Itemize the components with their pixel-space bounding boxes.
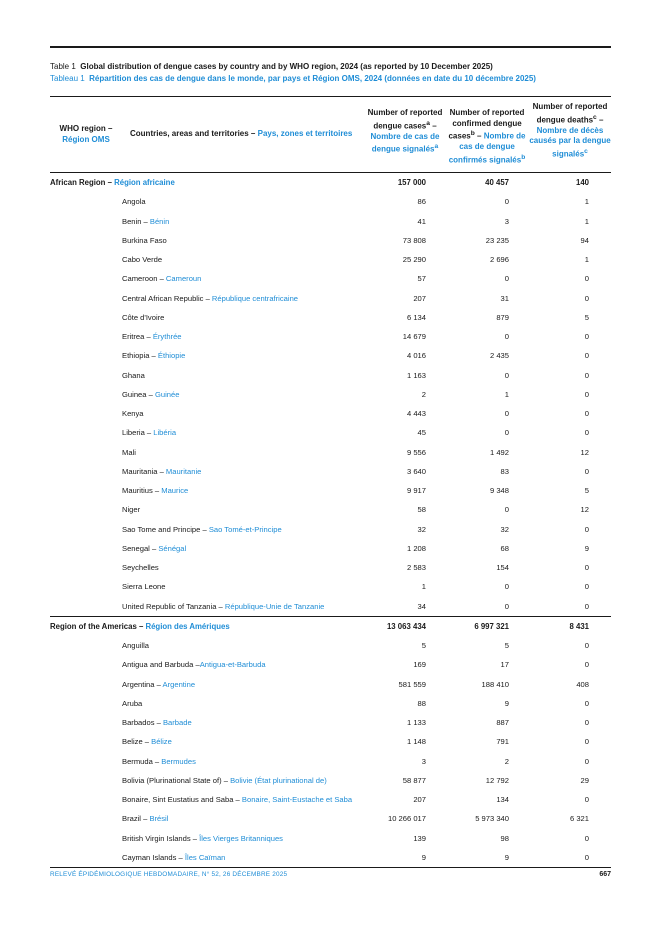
header-deaths-fr: Nombre de décès causés par la dengue signalés [529, 125, 611, 159]
table-row [50, 790, 611, 809]
confirmed-cases-cell: 2 435 [489, 351, 509, 361]
name-fr: Région africaine [114, 178, 175, 187]
country-name [122, 212, 169, 231]
confirmed-cases-cell: 2 [504, 756, 509, 766]
name-en: African Region – [50, 178, 115, 187]
country-name [122, 385, 179, 404]
name-fr: République-Unie de Tanzanie [224, 601, 325, 611]
region-name [50, 617, 230, 636]
reported-cases-cell: 41 [417, 216, 426, 226]
table-row [50, 192, 611, 211]
name-en: Cayman Islands – [122, 852, 185, 862]
header-countries [130, 129, 352, 140]
name-fr: Mauritanie [165, 466, 202, 476]
name-fr: Bermudes [161, 756, 196, 766]
deaths-cell: 1 [584, 216, 589, 226]
country-name [122, 346, 185, 365]
table-row [50, 404, 611, 423]
deaths-cell: 0 [584, 389, 589, 399]
reported-cases-cell: 9 [421, 852, 426, 862]
table-row [50, 713, 611, 732]
country-name [122, 655, 266, 674]
name-en: Antigua and Barbuda – [122, 660, 200, 670]
deaths-cell: 12 [580, 505, 589, 515]
name-fr: République centrafricaine [211, 293, 299, 303]
name-en: Region of the Americas – [50, 621, 146, 631]
name-en: British Virgin Islands – [122, 833, 200, 843]
name-fr: Région des Amériques [145, 621, 230, 631]
name-fr: Bélize [151, 737, 172, 747]
confirmed-cases-cell: 40 457 [485, 178, 509, 187]
name-fr: Barbade [162, 718, 192, 727]
name-en: Ghana [122, 370, 145, 380]
confirmed-cases-cell: 5 [504, 641, 509, 650]
table-row [50, 577, 611, 596]
table-row [50, 771, 611, 790]
name-en: Angola [122, 197, 146, 207]
reported-cases-cell: 10 266 017 [387, 814, 426, 824]
header-region-en: WHO region – [59, 124, 113, 133]
country-name [122, 443, 136, 462]
header-region-fr: Région OMS [62, 134, 110, 144]
table-row [50, 539, 611, 558]
confirmed-cases-cell: 0 [504, 274, 509, 284]
name-en: Belize – [122, 737, 152, 747]
table-row [50, 250, 611, 269]
reported-cases-cell: 169 [413, 660, 426, 670]
confirmed-cases-cell: 0 [504, 601, 509, 611]
confirmed-cases-cell: 154 [496, 563, 509, 572]
name-en: Bonaire, Sint Eustatius and Saba – [122, 795, 242, 804]
country-name [122, 462, 201, 481]
deaths-cell: 5 [584, 486, 589, 495]
reported-cases-cell: 157 000 [397, 178, 426, 187]
top-rule [50, 46, 611, 48]
deaths-cell: 1 [584, 255, 589, 264]
header-deaths-en-sup: c [593, 113, 597, 121]
name-en: Seychelles [122, 563, 159, 572]
name-en: Mali [122, 447, 136, 457]
country-name [122, 790, 352, 809]
reported-cases-cell: 207 [413, 293, 426, 303]
country-name [122, 308, 164, 327]
table-caption-fr [50, 73, 611, 84]
deaths-cell: 5 [584, 312, 589, 322]
name-fr: Sénégal [158, 543, 187, 553]
reported-cases-cell: 4 443 [406, 409, 426, 418]
table-row [50, 520, 611, 539]
confirmed-cases-cell: 0 [504, 428, 509, 438]
reported-cases-cell: 45 [417, 428, 426, 438]
country-name [122, 539, 186, 558]
name-en: Aruba [122, 698, 143, 708]
confirmed-cases-cell: 0 [504, 332, 509, 341]
table-row [50, 231, 611, 250]
header-conf-en: Number of reported confirmed dengue cases [448, 108, 525, 141]
name-en: United Republic of Tanzania – [122, 601, 225, 611]
reported-cases-cell: 58 877 [402, 775, 426, 785]
country-name [122, 732, 172, 751]
country-name [122, 558, 159, 577]
table-row [50, 558, 611, 577]
country-name [122, 366, 145, 385]
table-row [50, 366, 611, 385]
country-name [122, 577, 165, 596]
name-en: Sao Tome and Principe – [122, 524, 209, 534]
name-fr: Argentine [162, 679, 196, 689]
country-name [122, 636, 149, 655]
name-fr: Îles Vierges Britanniques [199, 833, 283, 843]
table-row [50, 385, 611, 404]
caption-fr-title: Répartition des cas de dengue dans le monde, par pays et Région OMS, 2024 (données en date du 10 décembre 2025) [89, 74, 536, 83]
name-fr: Bonaire, Saint-Eustache et Saba [241, 795, 353, 804]
country-name [122, 192, 146, 211]
name-en: Niger [122, 505, 141, 515]
table-row [50, 848, 611, 867]
reported-cases-cell: 1 208 [406, 543, 426, 553]
country-name [122, 675, 195, 694]
reported-cases-cell: 207 [413, 795, 426, 804]
table-caption-en [50, 61, 611, 72]
confirmed-cases-cell: 0 [504, 582, 509, 592]
confirmed-cases-cell: 9 348 [489, 486, 509, 495]
reported-cases-cell: 32 [417, 524, 426, 534]
region-row [50, 173, 611, 192]
deaths-cell: 0 [584, 274, 589, 284]
caption-en-prefix: Table 1 [50, 62, 76, 71]
name-en: Bolivia (Plurinational State of) – [122, 775, 231, 785]
name-fr: Bolivie (État plurinational de) [230, 775, 327, 785]
region-name [50, 173, 175, 192]
name-fr: Guinée [154, 389, 180, 399]
name-en: Brazil – [122, 814, 150, 824]
reported-cases-cell: 2 583 [406, 563, 426, 572]
reported-cases-cell: 14 679 [402, 332, 426, 341]
header-conf-fr: Nombre de cas de dengue confirmés signalés [448, 131, 526, 165]
header-conf-fr-sup: b [521, 153, 526, 161]
deaths-cell: 140 [575, 178, 589, 187]
name-en: Barbados – [122, 718, 163, 727]
reported-cases-cell: 13 063 434 [386, 621, 426, 631]
table-row [50, 481, 611, 500]
name-fr: Érythrée [152, 332, 182, 341]
reported-cases-cell: 25 290 [402, 255, 426, 264]
deaths-cell: 0 [584, 795, 589, 804]
country-name [122, 713, 192, 732]
name-fr: Antigua-et-Barbuda [199, 660, 266, 670]
confirmed-cases-cell: 879 [496, 312, 509, 322]
table-row [50, 655, 611, 674]
deaths-cell: 0 [584, 698, 589, 708]
table-row [50, 327, 611, 346]
name-en: Mauritania – [122, 466, 166, 476]
reported-cases-cell: 1 133 [406, 718, 426, 727]
table-row [50, 423, 611, 442]
deaths-cell: 0 [584, 466, 589, 476]
region-row [50, 616, 611, 636]
confirmed-cases-cell: 0 [504, 197, 509, 207]
reported-cases-cell: 1 163 [406, 370, 426, 380]
confirmed-cases-cell: 68 [500, 543, 509, 553]
table-row [50, 732, 611, 751]
table-row [50, 462, 611, 481]
header-cases-fr: Nombre de cas de dengue signalés [370, 131, 440, 154]
country-name [122, 520, 282, 539]
header-cases-en-sup: a [426, 119, 430, 127]
reported-cases-cell: 88 [417, 698, 426, 708]
confirmed-cases-cell: 0 [504, 370, 509, 380]
header-who-region [50, 124, 122, 145]
deaths-cell: 94 [580, 235, 589, 245]
header-reported-cases: Number of reported dengue cases$^a$ – Nombre de cas de dengue signalés$^a$ [367, 108, 443, 154]
country-name [122, 500, 140, 519]
deaths-cell: 0 [584, 524, 589, 534]
country-name [122, 250, 162, 269]
header-country-fr: Pays, zones et territoires [257, 129, 353, 138]
table-row [50, 636, 611, 655]
reported-cases-cell: 5 [421, 641, 426, 650]
header-cases-fr-sup: a [434, 143, 439, 151]
table-row [50, 675, 611, 694]
page-footer [50, 869, 611, 881]
caption-fr-prefix: Tableau 1 [50, 74, 85, 83]
country-name [122, 481, 188, 500]
confirmed-cases-cell: 12 792 [485, 775, 509, 785]
deaths-cell: 0 [584, 718, 589, 727]
table-header [50, 96, 611, 173]
country-name [122, 289, 298, 308]
country-name [122, 269, 201, 288]
header-confirmed-cases: Number of reported confirmed dengue cases$^b$ – Nombre de cas de dengue confirmés signalés$^b$ [448, 108, 526, 165]
table-row [50, 597, 611, 616]
confirmed-cases-cell: 98 [500, 833, 509, 843]
name-en: Bermuda – [122, 756, 162, 766]
country-name [122, 231, 167, 250]
name-en: Cabo Verde [122, 255, 163, 264]
deaths-cell: 0 [584, 351, 589, 361]
header-conf-en-sup: b [470, 130, 475, 137]
deaths-cell: 8 431 [569, 621, 589, 631]
reported-cases-cell: 139 [413, 833, 426, 843]
reported-cases-cell: 2 [421, 389, 426, 399]
confirmed-cases-cell: 9 [504, 852, 509, 862]
name-en: Kenya [122, 409, 144, 418]
name-en: Central African Republic – [122, 293, 212, 303]
deaths-cell: 0 [584, 582, 589, 592]
document-page [50, 46, 611, 881]
header-deaths-fr-sup: c [584, 147, 588, 155]
reported-cases-cell: 86 [417, 197, 426, 207]
name-en: Sierra Leone [122, 582, 166, 592]
table-row [50, 269, 611, 288]
confirmed-cases-cell: 0 [504, 505, 509, 515]
deaths-cell: 0 [584, 852, 589, 862]
table-row [50, 289, 611, 308]
deaths-cell: 0 [584, 293, 589, 303]
deaths-cell: 0 [584, 641, 589, 650]
confirmed-cases-cell: 0 [504, 409, 509, 418]
country-name [122, 597, 324, 616]
header-country-en: Countries, areas and territories – [130, 129, 256, 138]
header-cases-en: Number of reported dengue cases [367, 108, 443, 131]
confirmed-cases-cell: 5 973 340 [475, 814, 509, 824]
country-name [122, 694, 142, 713]
name-fr: Maurice [161, 486, 189, 495]
country-name [122, 809, 168, 828]
reported-cases-cell: 3 [421, 756, 426, 766]
confirmed-cases-cell: 17 [500, 660, 509, 670]
reported-cases-cell: 9 556 [406, 447, 426, 457]
country-name [122, 404, 144, 423]
reported-cases-cell: 6 134 [406, 312, 426, 322]
table-row [50, 443, 611, 462]
reported-cases-cell: 57 [417, 274, 426, 284]
name-en: Burkina Faso [122, 235, 167, 245]
deaths-cell: 9 [584, 543, 589, 553]
table-row [50, 308, 611, 327]
table-body [50, 173, 611, 867]
table-row [50, 829, 611, 848]
name-fr: Éthiopie [157, 351, 186, 361]
header-deaths-en: Number of reported dengue deaths [532, 102, 608, 125]
table-row [50, 809, 611, 828]
table-row [50, 500, 611, 519]
name-fr: Libéria [153, 428, 177, 438]
deaths-cell: 1 [584, 197, 589, 207]
confirmed-cases-cell: 9 [504, 698, 509, 708]
reported-cases-cell: 73 808 [402, 235, 426, 245]
reported-cases-cell: 34 [417, 601, 426, 611]
name-en: Anguilla [122, 641, 150, 650]
reported-cases-cell: 581 559 [398, 679, 426, 689]
header-reported-deaths: Number of reported dengue deaths$^c$ – Nombre de décès causés par la dengue signalés$^c$ [529, 102, 611, 159]
deaths-cell: 0 [584, 563, 589, 572]
name-fr: Cameroun [165, 274, 202, 284]
name-en: Ethiopia – [122, 351, 158, 361]
name-fr: Sao Tomé-et-Principe [208, 524, 282, 534]
name-en: Eritrea – [122, 332, 153, 341]
footer-journal: RELEVÉ ÉPIDÉMIOLOGIQUE HEBDOMADAIRE, N° 52, 26 DÉCEMBRE 2025 [50, 871, 288, 878]
footer-rule [50, 867, 611, 868]
deaths-cell: 408 [576, 679, 589, 689]
name-en: Côte d'Ivoire [122, 312, 165, 322]
confirmed-cases-cell: 134 [496, 795, 509, 804]
confirmed-cases-cell: 31 [500, 293, 509, 303]
confirmed-cases-cell: 1 [504, 389, 509, 399]
deaths-cell: 0 [584, 737, 589, 747]
deaths-cell: 0 [584, 833, 589, 843]
reported-cases-cell: 58 [417, 505, 426, 515]
name-fr: Bénin [149, 216, 170, 226]
deaths-cell: 0 [584, 428, 589, 438]
name-en: Argentina – [122, 679, 163, 689]
reported-cases-cell: 3 640 [406, 466, 426, 476]
country-name [122, 771, 327, 790]
deaths-cell: 0 [584, 409, 589, 418]
country-name [122, 829, 283, 848]
confirmed-cases-cell: 3 [504, 216, 509, 226]
deaths-cell: 0 [584, 370, 589, 380]
confirmed-cases-cell: 23 235 [485, 235, 509, 245]
confirmed-cases-cell: 188 410 [481, 679, 509, 689]
deaths-cell: 0 [584, 660, 589, 670]
confirmed-cases-cell: 791 [496, 737, 509, 747]
name-en: Liberia – [122, 428, 154, 438]
name-en: Cameroon – [122, 274, 166, 284]
country-name [122, 848, 225, 867]
page-number: 667 [599, 871, 611, 878]
deaths-cell: 12 [580, 447, 589, 457]
table-row [50, 346, 611, 365]
name-en: Benin – [122, 216, 150, 226]
confirmed-cases-cell: 887 [496, 718, 509, 727]
confirmed-cases-cell: 1 492 [489, 447, 509, 457]
deaths-cell: 0 [584, 756, 589, 766]
name-en: Guinea – [122, 389, 155, 399]
table-row [50, 212, 611, 231]
deaths-cell: 6 321 [569, 814, 589, 824]
name-fr: Îles Caïman [184, 852, 226, 862]
confirmed-cases-cell: 83 [500, 466, 509, 476]
reported-cases-cell: 1 [421, 582, 426, 592]
deaths-cell: 0 [584, 601, 589, 611]
table-row [50, 752, 611, 771]
caption-en-title: Global distribution of dengue cases by country and by WHO region, 2024 (as reported by 10 December 2025) [80, 62, 493, 71]
country-name [122, 423, 176, 442]
confirmed-cases-cell: 6 997 321 [474, 621, 509, 631]
table-row [50, 694, 611, 713]
name-en: Mauritius – [122, 486, 162, 495]
confirmed-cases-cell: 32 [500, 524, 509, 534]
reported-cases-cell: 9 917 [406, 486, 426, 495]
deaths-cell: 0 [584, 332, 589, 341]
deaths-cell: 29 [580, 775, 589, 785]
country-name [122, 327, 182, 346]
country-name [122, 752, 196, 771]
name-fr: Brésil [149, 814, 169, 824]
name-en: Senegal – [122, 543, 159, 553]
reported-cases-cell: 4 016 [406, 351, 426, 361]
reported-cases-cell: 1 148 [406, 737, 426, 747]
confirmed-cases-cell: 2 696 [489, 255, 509, 264]
